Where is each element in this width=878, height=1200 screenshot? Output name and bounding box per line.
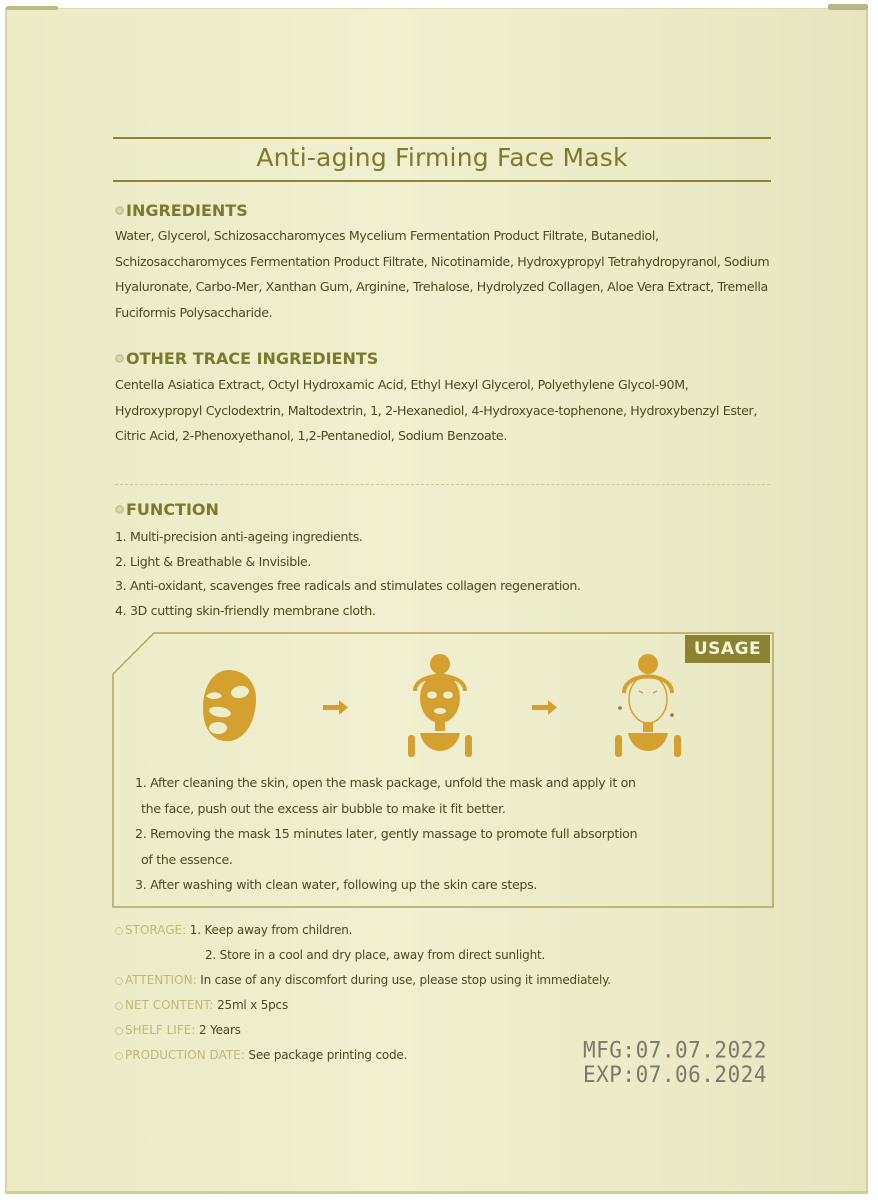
section-divider [115,484,770,485]
production-date-row [115,1048,407,1062]
arrow-right-icon [531,699,559,717]
usage-step: 2. Removing the mask 15 minutes later, gently massage to promote full absorption [135,826,638,841]
sheet-mask-icon [200,668,260,743]
bullet-icon [115,927,123,935]
net-content-value: 25ml x 5pcs [217,998,289,1012]
usage-step: 1. After cleaning the skin, open the mask package, unfold the mask and apply it on [135,775,636,790]
storage-row-2: 2. Store in a cool and dry place, away from direct sunlight. [205,948,546,962]
function-item: 1. Multi-precision anti-ageing ingredients. [115,529,363,544]
bullet-icon [115,977,123,985]
function-item: 3. Anti-oxidant, scavenges free radicals and stimulates collagen regeneration. [115,578,581,593]
usage-step: 3. After washing with clean water, following up the skin care steps. [135,877,538,892]
attention-row [115,973,611,987]
function-item: 2. Light & Breathable & Invisible. [115,553,312,569]
shelf-life-row [115,1023,241,1037]
ingredients-heading-text: INGREDIENTS [126,201,248,220]
bullet-icon [115,1002,123,1010]
title-rule-bottom [113,180,771,182]
clean-face-icon [612,653,684,761]
box-flap-left [6,6,58,10]
function-heading-text: FUNCTION [126,500,219,519]
arrow-right-icon [322,699,350,717]
bullet-icon [115,206,124,215]
ingredients-heading [115,201,248,220]
usage-step-continued: the face, push out the excess air bubble to make it fit better. [141,800,506,816]
trace-ingredients-text: Centella Asiatica Extract, Octyl Hydroxamic Acid, Ethyl Hexyl Glycerol, Polyethylene Glycol-90M, Hydroxypropyl Cyclodextrin, Maltodextrin, 1, 2-Hexanediol, 4-Hydroxyace-tophenone, Hydroxybenzyl Ester, Citric Acid, 2-Phenoxyethanol, 1,2-Pentanediol, Sodium Benzoate. [115,377,758,443]
exp-date: EXP:07.06.2024 [583,1061,768,1088]
attention-value: In case of any discomfort during use, please stop using it immediately. [200,973,611,987]
usage-steps [135,770,760,898]
production-date-value: See package printing code. [248,1048,408,1062]
storage-value-1: 1. Keep away from children. [189,923,353,937]
bullet-icon [115,354,124,363]
box-flap-right [828,4,868,10]
storage-row [115,923,352,937]
storage-label: STORAGE: [125,923,187,937]
bullet-icon [115,1052,123,1060]
bullet-icon [115,505,124,514]
bullet-icon [115,1027,123,1035]
net-content-label: NET CONTENT: [125,998,214,1012]
shelf-life-label: SHELF LIFE: [125,1023,196,1037]
function-list [115,525,581,623]
net-content-row [115,998,288,1012]
attention-label: ATTENTION: [125,973,197,987]
face-with-mask-icon [405,653,475,761]
ingredients-text: Water, Glycerol, Schizosaccharomyces Mycelium Fermentation Product Filtrate, Butanediol, Schizosaccharomyces Fermentation Product Filtrate, Nicotinamide, Hydroxypropyl Tetrahydropyranol, Sodium Hyaluronate, Carbo-Mer, Xanthan Gum, Arginine, Trehalose, Hydrolyzed Collagen, Aloe Vera Extract, Tremella Fuciformis Polysaccharide. [115,228,770,320]
usage-badge: USAGE [685,635,770,663]
mfg-date: MFG:07.07.2022 [583,1037,768,1063]
function-item: 4. 3D cutting skin-friendly membrane cloth. [115,602,376,618]
shelf-life-value: 2 Years [199,1023,241,1037]
product-title: Anti-aging Firming Face Mask [256,143,628,172]
production-date-label: PRODUCTION DATE: [125,1048,245,1062]
usage-step-continued: of the essence. [141,851,233,867]
trace-ingredients-heading [115,349,378,368]
print-code [583,1039,767,1087]
trace-ingredients-heading-text: OTHER TRACE INGREDIENTS [126,349,379,368]
title-rule-top [113,137,771,139]
function-heading [115,500,219,519]
